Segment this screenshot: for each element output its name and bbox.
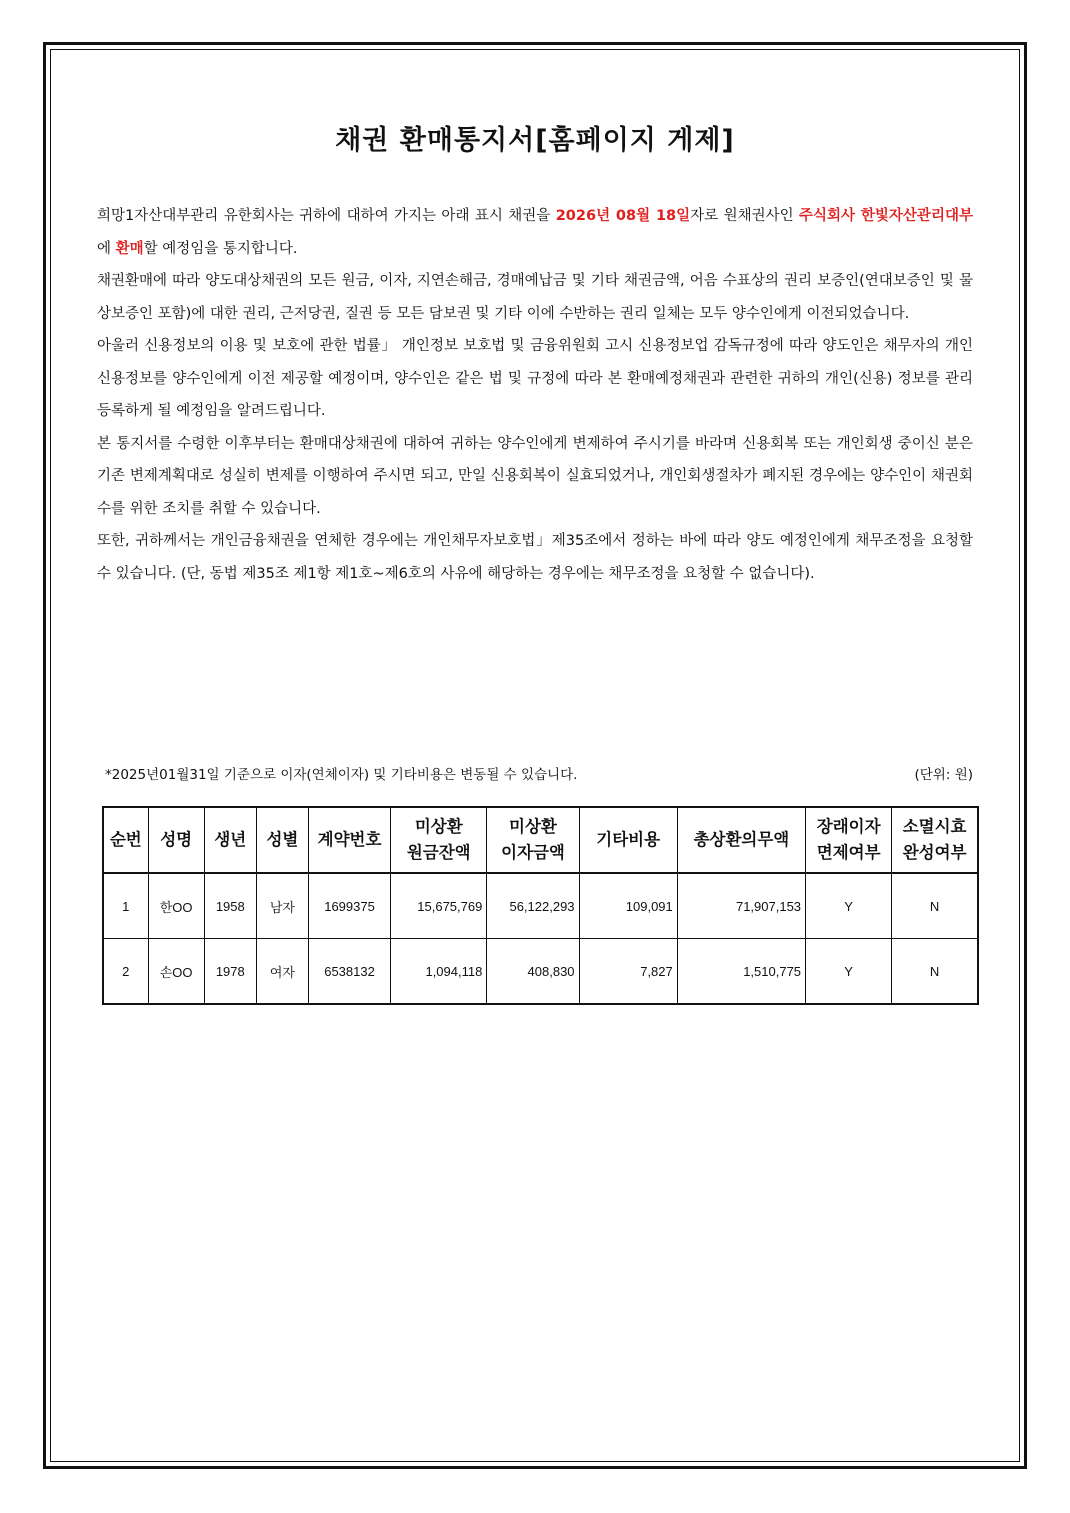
header-no: 순번 <box>103 807 148 873</box>
header-expiry-line1: 소멸시효 <box>902 817 967 836</box>
header-future-interest <box>806 807 892 873</box>
cell-no: 1 <box>103 873 148 939</box>
header-future-line1: 장래이자 <box>816 817 881 836</box>
debt-adjustment-paragraph: 또한, 귀하께서는 개인금융채권을 연체한 경우에는 개인채무자보호법」제35조에서 정하는 바에 따라 양도 예정인에게 채무조정을 요청할 수 있습니다. (단, 동법 제35조 제1항 제1호~제6호의 사유에 해당하는 경우에는 채무조정을 요청할 수 없습니다). <box>97 533 973 582</box>
table-row <box>103 873 978 939</box>
cell-gender: 여자 <box>256 939 308 1005</box>
header-expiry <box>892 807 978 873</box>
cell-gender: 남자 <box>256 873 308 939</box>
header-contract: 계약번호 <box>308 807 390 873</box>
header-principal-line1: 미상환 <box>414 817 463 836</box>
header-name: 성명 <box>148 807 204 873</box>
cell-total: 71,907,153 <box>677 873 805 939</box>
cell-future-interest: Y <box>806 873 892 939</box>
cell-expiry: N <box>892 873 978 939</box>
intro-text-4: 할 예정임을 통지합니다. <box>143 240 298 257</box>
cell-interest: 56,122,293 <box>487 873 579 939</box>
intro-paragraph <box>97 200 973 265</box>
header-future-line2: 면제여부 <box>816 843 881 862</box>
cell-total: 1,510,775 <box>677 939 805 1005</box>
intro-text-3: 에 <box>97 240 116 257</box>
cell-birth-year: 1958 <box>204 873 256 939</box>
base-date-note: *2025년01월31일 기준으로 이자(연체이자) 및 기타비용은 변동될 수 있습니다. <box>105 767 578 783</box>
cell-other-costs: 7,827 <box>579 939 677 1005</box>
notice-body <box>97 200 973 590</box>
original-creditor: 주식회사 한빛자산관리대부 <box>799 208 973 224</box>
cell-principal: 15,675,769 <box>391 873 487 939</box>
table-header-row <box>103 807 978 873</box>
cell-birth-year: 1978 <box>204 939 256 1005</box>
document-title: 채권 환매통지서[홈페이지 게제] <box>335 125 735 156</box>
transfer-date: 2026년 08월 18일 <box>555 208 691 224</box>
currency-unit: (단위: 원) <box>914 767 973 783</box>
cell-future-interest: Y <box>806 939 892 1005</box>
repurchase-action: 환매 <box>115 240 144 257</box>
cell-principal: 1,094,118 <box>391 939 487 1005</box>
header-total: 총상환의무액 <box>677 807 805 873</box>
header-interest-line1: 미상환 <box>509 817 557 836</box>
cell-interest: 408,830 <box>487 939 579 1005</box>
cell-other-costs: 109,091 <box>579 873 677 939</box>
credit-info-paragraph: 아울러 신용정보의 이용 및 보호에 관한 법률」 개인정보 보호법 및 금융위원회 고시 신용정보업 감독규정에 따라 양도인은 채무자의 개인신용정보를 양수인에게 이전 제공할 예정이며, 양수인은 같은 법 및 규정에 따라 본 환매예정채권과 관련한 귀하의 개인(신용) 정보를 관리 등록하게 될 예정임을 알려드립니다. <box>97 338 973 419</box>
intro-text-2: 자로 원채권사인 <box>690 208 800 224</box>
cell-expiry: N <box>892 939 978 1005</box>
cell-name: 한OO <box>148 873 204 939</box>
header-gender: 성별 <box>256 807 308 873</box>
header-interest-line2: 이자금액 <box>501 843 565 862</box>
cell-contract: 1699375 <box>308 873 390 939</box>
rights-transfer-paragraph: 채권환매에 따라 양도대상채권의 모든 원금, 이자, 지연손해금, 경매예납금 및 기타 채권금액, 어음 수표상의 권리 보증인(연대보증인 및 물상보증인 포함)에 대한 권리, 근저당권, 질권 등 모든 담보권 및 기타 이에 수반하는 권리 일체는 모두 양수인에게 이전되었습니다. <box>97 273 973 322</box>
header-principal-line2: 원금잔액 <box>406 843 471 862</box>
table-row <box>103 939 978 1005</box>
repayment-paragraph: 본 통지서를 수령한 이후부터는 환매대상채권에 대하여 귀하는 양수인에게 변제하여 주시기를 바라며 신용회복 또는 개인회생 중이신 분은 기존 변제계획대로 성실히 변제를 이행하여 주시면 되고, 만일 신용회복이 실효되었거나, 개인회생절차가 폐지된 경우에는 양수인이 채권회수를 위한 조치를 취할 수 있습니다. <box>97 435 973 517</box>
header-birth-year: 생년 <box>204 807 256 873</box>
debt-table <box>102 806 979 1005</box>
header-interest <box>487 807 579 873</box>
cell-no: 2 <box>103 939 148 1005</box>
header-principal <box>391 807 487 873</box>
cell-name: 손OO <box>148 939 204 1005</box>
intro-text-1: 희망1자산대부관리 유한회사는 귀하에 대하여 가지는 아래 표시 채권을 <box>97 208 556 224</box>
header-other-costs: 기타비용 <box>579 807 677 873</box>
cell-contract: 6538132 <box>308 939 390 1005</box>
header-expiry-line2: 완성여부 <box>902 843 967 862</box>
